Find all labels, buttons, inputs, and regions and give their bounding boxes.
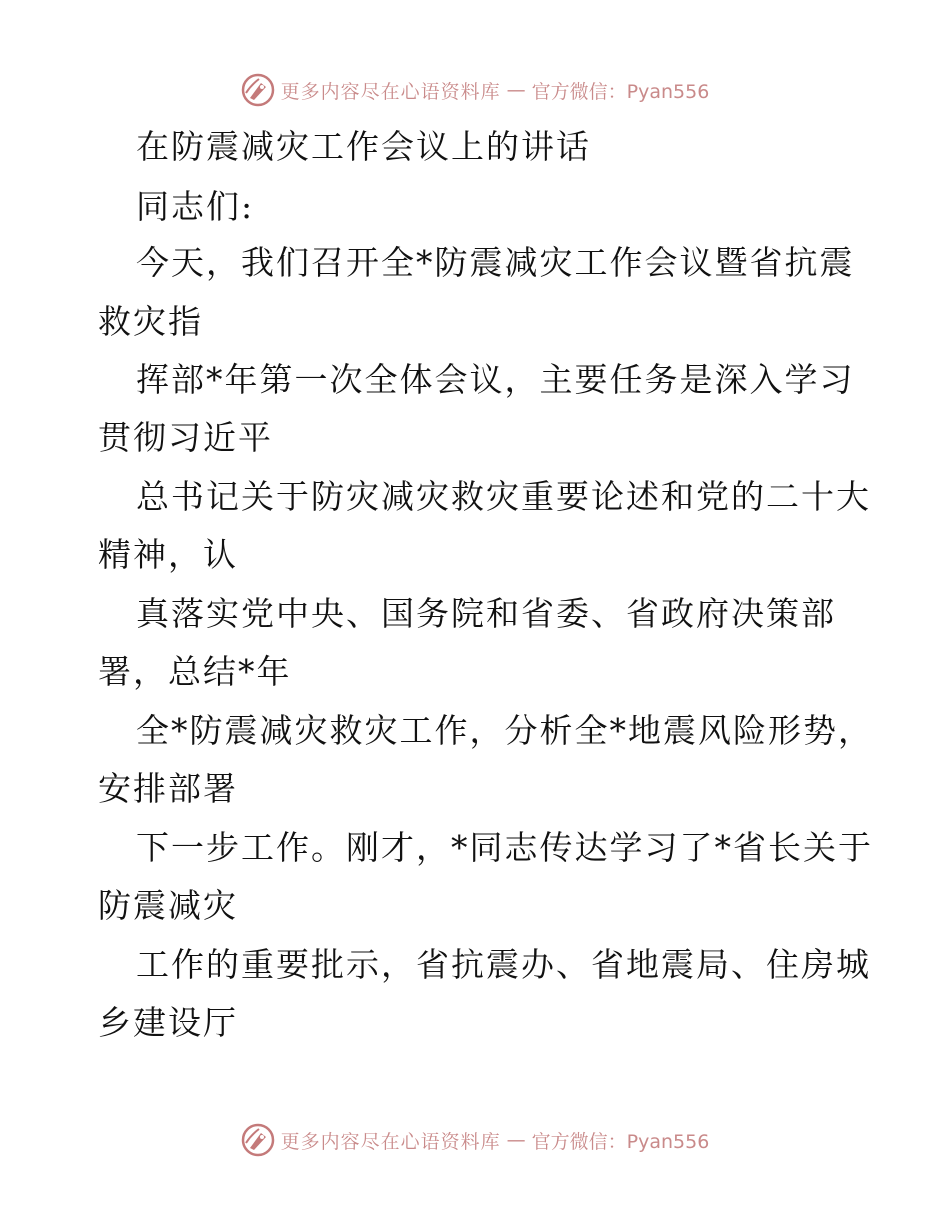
paragraph-line: 全*防震减灾救灾工作，分析全*地震风险形势， (136, 711, 873, 750)
watermark-separator: — (506, 1129, 526, 1151)
paragraph-line: 精神，认 (98, 535, 238, 574)
paragraph-line: 今天，我们召开全*防震减灾工作会议暨省抗震 (136, 243, 855, 282)
pen-nib-logo-icon (241, 73, 275, 107)
paragraph-line: 贯彻习近平 (98, 418, 273, 457)
paragraph-line: 署，总结*年 (98, 652, 292, 691)
paragraph-line: 乡建设厅 (98, 1003, 238, 1042)
paragraph-line: 真落实党中央、国务院和省委、省政府决策部 (136, 594, 836, 633)
watermark-contact: 官方微信：Pyan556 (531, 80, 710, 103)
watermark-text: 更多内容尽在心语资料库 (280, 1130, 501, 1153)
watermark-header (0, 70, 950, 110)
pen-nib-logo-icon (241, 1123, 275, 1157)
watermark-contact: 官方微信：Pyan556 (531, 1130, 710, 1153)
paragraph-line: 下一步工作。刚才，*同志传达学习了*省长关于 (136, 828, 873, 867)
document-title: 在防震减灾工作会议上的讲话 (136, 127, 591, 166)
paragraph-line: 防震减灾 (98, 886, 238, 925)
watermark-footer (0, 1120, 950, 1160)
paragraph-line: 工作的重要批示，省抗震办、省地震局、住房城 (136, 945, 871, 984)
paragraph-line: 安排部署 (98, 769, 238, 808)
paragraph-line: 救灾指 (98, 302, 203, 341)
watermark-separator: — (506, 79, 526, 101)
paragraph-line: 挥部*年第一次全体会议，主要任务是深入学习 (136, 360, 855, 399)
paragraph-line: 总书记关于防灾减灾救灾重要论述和党的二十大 (136, 477, 871, 516)
salutation: 同志们: (136, 187, 255, 226)
watermark-text: 更多内容尽在心语资料库 (280, 80, 501, 103)
